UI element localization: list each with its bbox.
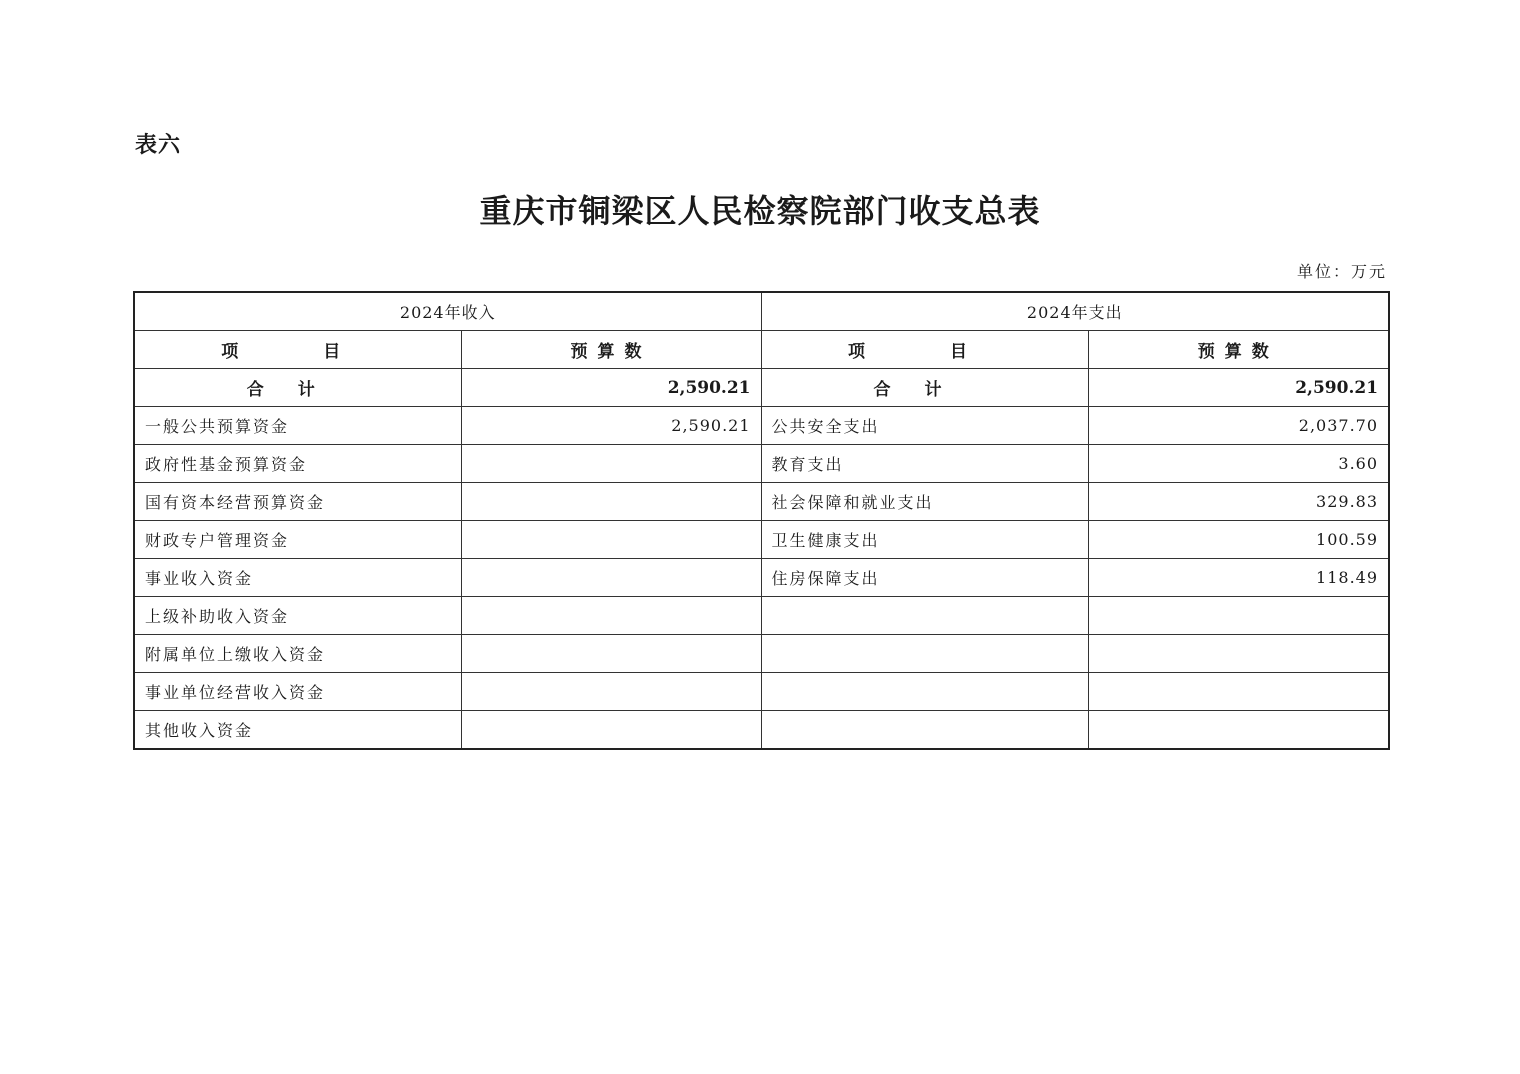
expense-item: 住房保障支出 bbox=[761, 559, 1088, 597]
table-row bbox=[134, 483, 1389, 521]
income-value bbox=[461, 483, 761, 521]
expense-item bbox=[761, 673, 1088, 711]
expense-total-label: 合计 bbox=[761, 369, 1088, 407]
income-item: 事业单位经营收入资金 bbox=[134, 673, 461, 711]
expense-item: 教育支出 bbox=[761, 445, 1088, 483]
income-budget-header: 预算数 bbox=[461, 331, 761, 369]
unit-note: 单位：万元 bbox=[1296, 262, 1387, 281]
expense-total-value: 2,590.21 bbox=[1088, 369, 1389, 407]
expense-group-header: 2024年支出 bbox=[761, 292, 1389, 331]
table-row bbox=[134, 445, 1389, 483]
expense-value bbox=[1088, 673, 1389, 711]
income-item: 财政专户管理资金 bbox=[134, 521, 461, 559]
income-item: 事业收入资金 bbox=[134, 559, 461, 597]
table-row bbox=[134, 635, 1389, 673]
income-value bbox=[461, 445, 761, 483]
income-total-value: 2,590.21 bbox=[461, 369, 761, 407]
expense-item: 社会保障和就业支出 bbox=[761, 483, 1088, 521]
income-value bbox=[461, 521, 761, 559]
expense-item bbox=[761, 635, 1088, 673]
income-value: 2,590.21 bbox=[461, 407, 761, 445]
expense-value: 3.60 bbox=[1088, 445, 1389, 483]
expense-value bbox=[1088, 635, 1389, 673]
income-item-header: 项 目 bbox=[134, 331, 461, 369]
income-value bbox=[461, 711, 761, 750]
table-row bbox=[134, 673, 1389, 711]
expense-value: 329.83 bbox=[1088, 483, 1389, 521]
page-title: 重庆市铜梁区人民检察院部门收支总表 bbox=[479, 192, 1041, 230]
expense-value: 100.59 bbox=[1088, 521, 1389, 559]
income-item: 一般公共预算资金 bbox=[134, 407, 461, 445]
group-header-row bbox=[134, 292, 1389, 331]
income-item: 附属单位上缴收入资金 bbox=[134, 635, 461, 673]
income-value bbox=[461, 559, 761, 597]
table-label: 表六 bbox=[135, 133, 182, 158]
table-row bbox=[134, 407, 1389, 445]
income-value bbox=[461, 673, 761, 711]
expense-value: 118.49 bbox=[1088, 559, 1389, 597]
income-value bbox=[461, 635, 761, 673]
expense-value: 2,037.70 bbox=[1088, 407, 1389, 445]
table-row bbox=[134, 559, 1389, 597]
expense-budget-header: 预算数 bbox=[1088, 331, 1389, 369]
table-row bbox=[134, 597, 1389, 635]
income-item: 国有资本经营预算资金 bbox=[134, 483, 461, 521]
expense-item bbox=[761, 711, 1088, 750]
expense-item: 公共安全支出 bbox=[761, 407, 1088, 445]
budget-summary-table bbox=[133, 291, 1390, 750]
expense-item: 卫生健康支出 bbox=[761, 521, 1088, 559]
income-total-label: 合计 bbox=[134, 369, 461, 407]
table-row bbox=[134, 711, 1389, 750]
income-group-header: 2024年收入 bbox=[134, 292, 761, 331]
income-item: 上级补助收入资金 bbox=[134, 597, 461, 635]
expense-value bbox=[1088, 711, 1389, 750]
expense-item-header: 项 目 bbox=[761, 331, 1088, 369]
income-value bbox=[461, 597, 761, 635]
column-header-row bbox=[134, 331, 1389, 369]
expense-value bbox=[1088, 597, 1389, 635]
total-row bbox=[134, 369, 1389, 407]
income-item: 其他收入资金 bbox=[134, 711, 461, 750]
table-row bbox=[134, 521, 1389, 559]
expense-item bbox=[761, 597, 1088, 635]
income-item: 政府性基金预算资金 bbox=[134, 445, 461, 483]
